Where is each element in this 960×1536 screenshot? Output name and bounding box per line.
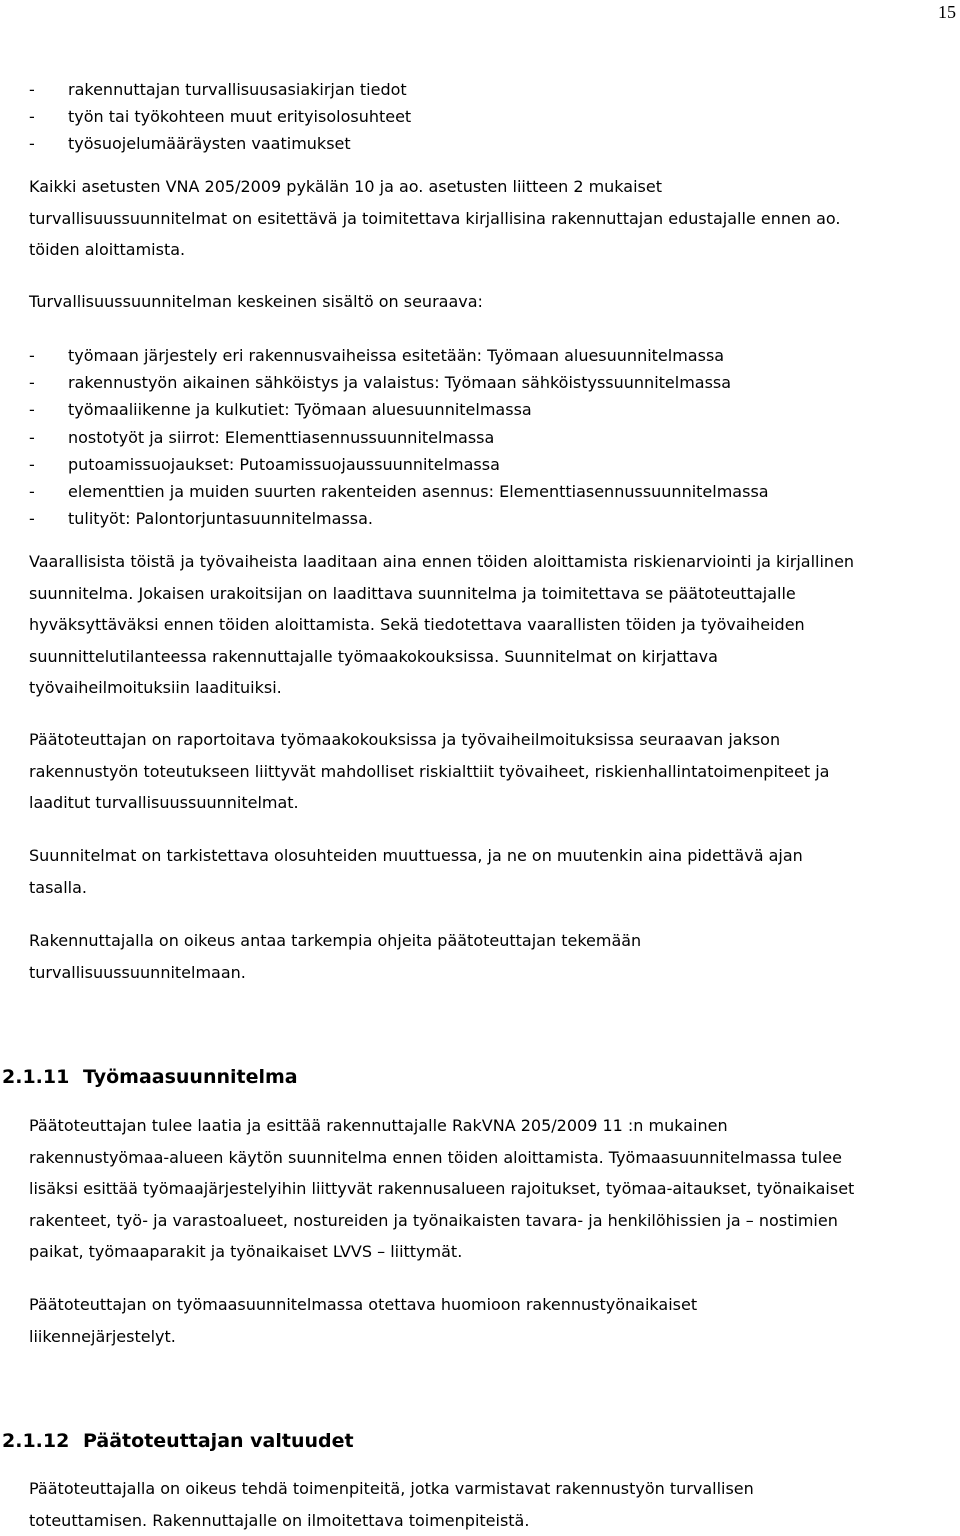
list-bullet: - [29,373,35,393]
section-number: 2.1.12 [2,1430,70,1452]
paragraph-contractor-authority [29,1473,954,1536]
paragraph-line: rakennustyön toteutukseen liittyvät mahdolliset riskialttiit työvaiheet, riskienhallintatoimenpiteet ja [29,761,830,781]
paragraph-reporting [29,724,954,819]
paragraph-line: Päätoteuttajan on raportoitava työmaakokouksissa ja työvaiheilmoituksissa seuraavan jakson [29,730,781,749]
list-bullet: - [29,400,35,420]
list-item-text: elementtien ja muiden suurten rakenteiden asennus: Elementtiasennussuunnitelmassa [68,481,769,501]
list-item-text: työmaaliikenne ja kulkutiet: Työmaan aluesuunnitelmassa [68,400,532,420]
list-bullet: - [29,427,35,447]
list-item [29,369,949,396]
list-item [29,76,929,103]
paragraph-line: Päätoteuttajalla on oikeus tehdä toimenpiteitä, jotka varmistavat rakennustyön turvallisen [29,1479,754,1498]
paragraph-line: Kaikki asetusten VNA 205/2009 pykälän 10 ja ao. asetusten liitteen 2 mukaiset [29,177,662,196]
list-bullet: - [29,481,35,501]
paragraph-line: laaditut turvallisuussuunnitelmat. [29,793,299,813]
list-item [29,424,949,451]
list-item-text: rakennustyön aikainen sähköistys ja valaistus: Työmaan sähköistyssuunnitelmassa [68,373,732,393]
list-item [29,451,949,478]
paragraph-worksite-plan [29,1110,959,1268]
paragraph-line: työvaiheilmoituksiin laadituiksi. [29,678,282,698]
paragraph-line: tasalla. [29,877,87,897]
paragraph-line: suunnitelma. Jokaisen urakoitsijan on laadittava suunnitelma ja toimitettava se päätoteuttajalle [29,583,796,603]
list-item-text: putoamissuojaukset: Putoamissuojaussuunnitelmassa [68,454,500,474]
plan-contents-list [29,342,949,532]
paragraph-line: lisäksi esittää työmaajärjestelyihin liittyvät rakennusalueen rajoitukset, työmaa-aitaukset, työnaikaiset [29,1179,855,1199]
list-bullet: - [29,509,35,529]
paragraph-line: toteuttamisen. Rakennuttajalle on ilmoitettava toimenpiteistä. [29,1510,530,1530]
list-item [29,396,949,423]
list-item-text: nostotyöt ja siirrot: Elementtiasennussuunnitelmassa [68,427,495,447]
list-bullet: - [29,454,35,474]
paragraph-line: Rakennuttajalla on oikeus antaa tarkempia ohjeita päätoteuttajan tekemään [29,931,642,950]
list-item-text: tulityöt: Palontorjuntasuunnitelmassa. [68,509,373,529]
paragraph-line: turvallisuussuunnitelmat on esitettävä ja toimitettava kirjallisina rakennuttajan edustajalle ennen ao. [29,208,841,228]
list-bullet: - [29,346,35,365]
paragraph-line: rakenteet, työ- ja varastoalueet, nostureiden ja työnaikaisten tavara- ja henkilöhissien ja – nostimien [29,1210,838,1230]
section-heading-worksite-plan [2,1066,298,1088]
requirements-list [29,76,929,158]
list-item [29,103,929,130]
list-bullet: - [29,80,35,99]
section-title: Päätoteuttajan valtuudet [83,1430,354,1452]
section-title: Työmaasuunnitelma [83,1066,298,1088]
list-bullet: - [29,107,35,127]
list-item [29,505,949,532]
paragraph-dangerous-work [29,546,954,704]
paragraph-line: suunnittelutilanteessa rakennuttajalle työmaakokouksissa. Suunnitelmat on kirjattava [29,646,718,666]
list-item-text: työn tai työkohteen muut erityisolosuhteet [68,107,412,127]
list-item-text: työmaan järjestely eri rakennusvaiheissa esitetään: Työmaan aluesuunnitelmassa [68,346,725,365]
paragraph-client-rights [29,925,954,988]
paragraph-traffic [29,1289,954,1352]
paragraph-line: rakennustyömaa-alueen käytön suunnitelma ennen töiden aloittamista. Työmaasuunnitelmassa tulee [29,1147,842,1167]
page-number: 15 [938,2,956,22]
paragraph-content-intro: Turvallisuussuunnitelman keskeinen sisältö on seuraava: [29,292,483,311]
list-item [29,130,929,157]
paragraph-line: liikennejärjestelyt. [29,1326,176,1346]
list-item-text: rakennuttajan turvallisuusasiakirjan tiedot [68,80,407,99]
paragraph-line: töiden aloittamista. [29,240,186,259]
paragraph-line: hyväksyttäväksi ennen töiden aloittamista. Sekä tiedotettava vaarallisten töiden ja työvaiheiden [29,615,805,635]
paragraph-line: Suunnitelmat on tarkistettava olosuhteiden muuttuessa, ja ne on muutenkin aina pidettävä ajan [29,846,803,865]
list-item [29,342,949,369]
paragraph-line: paikat, työmaaparakit ja työnaikaiset LVVS – liittymät. [29,1242,463,1262]
list-item [29,478,949,505]
paragraph-line: Päätoteuttajan tulee laatia ja esittää rakennuttajalle RakVNA 205/2009 11 :n mukainen [29,1116,728,1135]
paragraph-line: turvallisuussuunnitelmaan. [29,962,246,982]
section-heading-contractor-authority [2,1430,354,1452]
paragraph-line: Päätoteuttajan on työmaasuunnitelmassa otettava huomioon rakennustyönaikaiset [29,1295,698,1314]
list-item-text: työsuojelumääräysten vaatimukset [68,134,351,154]
paragraph-revision [29,840,954,903]
list-bullet: - [29,134,35,154]
paragraph-submission [29,171,949,266]
paragraph-line: Vaarallisista töistä ja työvaiheista laaditaan aina ennen töiden aloittamista riskienarviointi ja kirjallinen [29,552,855,571]
section-number: 2.1.11 [2,1066,70,1088]
